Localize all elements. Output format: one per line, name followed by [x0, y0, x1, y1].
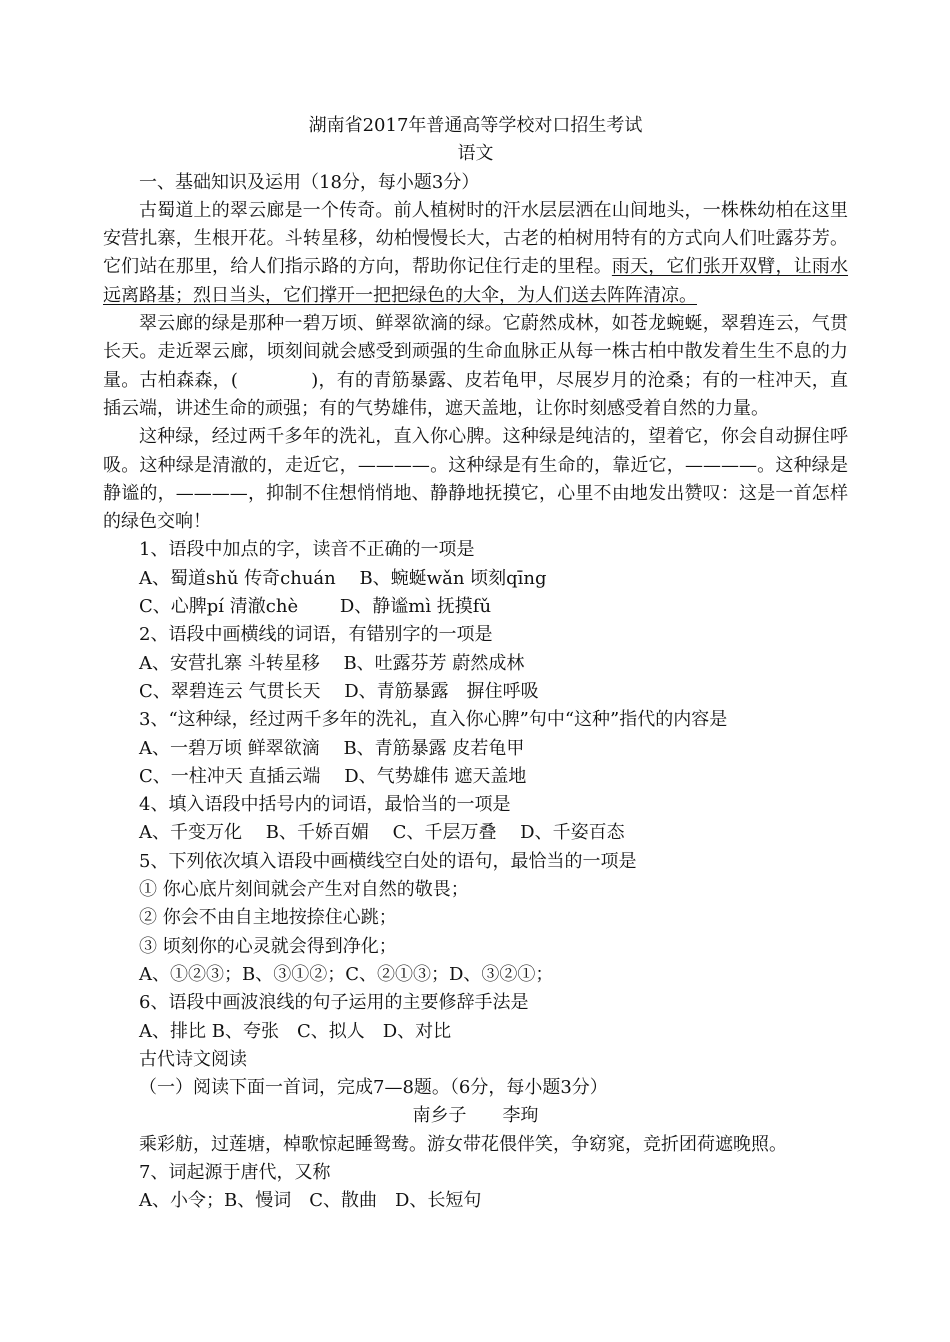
- poem-title: 南乡子 李珣: [412, 1105, 539, 1127]
- passage-paragraph-1: [103, 197, 848, 310]
- question-3-options-ab: A、一碧万顷 鲜翠欲滴 B、青筋暴露 皮若龟甲: [139, 737, 525, 759]
- passage-text: 古蜀道上的翠云廊是一个传奇。前人植树时的汗水层层洒在山间地头，一株株幼柏在这里安营扎寨，生根开花。斗转星移，幼柏慢慢长大，古老的柏树用特有的方式向人们吐露芬芳。它们站在那里，给人们指示路的方向，帮助你记住行走的里程。: [103, 199, 848, 278]
- subject-title: 语文: [457, 143, 494, 165]
- question-1-options-ab: A、蜀道shǔ 传奇chuán B、蜿蜒wǎn 顷刻qīng: [139, 567, 547, 589]
- question-1: 1、语段中加点的字，读音不正确的一项是: [139, 539, 475, 561]
- question-7-options: A、小令；B、慢词 C、散曲 D、长短句: [139, 1190, 482, 1212]
- question-5-options: A、①②③；B、③①②；C、②①③；D、③②①；: [139, 963, 554, 985]
- sub-section-heading: （一）阅读下面一首词，完成7—8题。（6分，每小题3分）: [139, 1077, 608, 1099]
- question-2-options-ab: A、安营扎寨 斗转星移 B、吐露芬芳 蔚然成林: [139, 652, 525, 674]
- question-6-options: A、排比 B、夸张 C、拟人 D、对比: [139, 1020, 452, 1042]
- question-3: 3、“这种绿，经过两千多年的洗礼，直入你心脾”句中“这种”指代的内容是: [139, 709, 728, 731]
- question-3-options-cd: C、一柱冲天 直插云端 D、气势雄伟 遮天盖地: [139, 765, 527, 787]
- question-5-sentence-1: ① 你心底片刻间就会产生对自然的敬畏；: [139, 879, 469, 901]
- question-5-sentence-3: ③ 顷刻你的心灵就会得到净化；: [139, 935, 397, 957]
- exam-page: [103, 112, 848, 1216]
- question-1-options-cd: C、心脾pí 清澈chè D、静谧mì 抚摸fǔ: [139, 596, 492, 618]
- exam-title: 湖南省2017年普通高等学校对口招生考试: [308, 115, 643, 136]
- passage-paragraph-2: 翠云廊的绿是那种一碧万顷、鲜翠欲滴的绿。它蔚然成林，如苍龙蜿蜒，翠碧连云，气贯长天。走近翠云廊，顷刻间就会感受到顽强的生命血脉正从每一株古柏中散发着生生不息的力量。古柏森森，( )，有的青筋暴露、皮若龟甲，尽展岁月的沧桑；有的一柱冲天，直插云端，讲述生命的顽强；有的气势雄伟，遮天盖地，让你时刻感受着自然的力量。: [103, 313, 848, 419]
- underlined-sentence: 雨天，它们张开双臂，让雨水远离路基；烈日当头，它们撑开一把把绿色的大伞，为人们送去阵阵清凉。: [103, 256, 849, 306]
- question-7: 7、词起源于唐代，又称: [139, 1161, 331, 1183]
- section-heading-2: 古代诗文阅读: [139, 1048, 247, 1070]
- question-4-options: A、千变万化 B、千娇百媚 C、千层万叠 D、千姿百态: [139, 822, 625, 844]
- question-6: 6、语段中画波浪线的句子运用的主要修辞手法是: [139, 992, 529, 1014]
- question-2-options-cd: C、翠碧连云 气贯长天 D、青筋暴露 摒住呼吸: [139, 680, 539, 702]
- question-4: 4、填入语段中括号内的词语，最恰当的一项是: [139, 794, 511, 816]
- question-5: 5、下列依次填入语段中画横线空白处的语句，最恰当的一项是: [139, 850, 637, 872]
- question-5-sentence-2: ② 你会不由自主地按捺住心跳；: [139, 907, 397, 929]
- passage-paragraph-3: 这种绿，经过两千多年的洗礼，直入你心脾。这种绿是纯洁的，望着它，你会自动摒住呼吸。这种绿是清澈的，走近它，————。这种绿是有生命的，靠近它，————。这种绿是静谧的，————，抑制不住想悄悄地、静静地抚摸它，心里不由地发出赞叹：这是一首怎样的绿色交响！: [103, 426, 848, 533]
- poem-text: 乘彩舫，过莲塘，棹歌惊起睡鸳鸯。游女带花偎伴笑，争窈窕，竞折团荷遮晚照。: [139, 1133, 787, 1155]
- question-2: 2、语段中画横线的词语，有错别字的一项是: [139, 624, 493, 646]
- section-heading: 一、基础知识及运用（18分，每小题3分）: [139, 171, 480, 193]
